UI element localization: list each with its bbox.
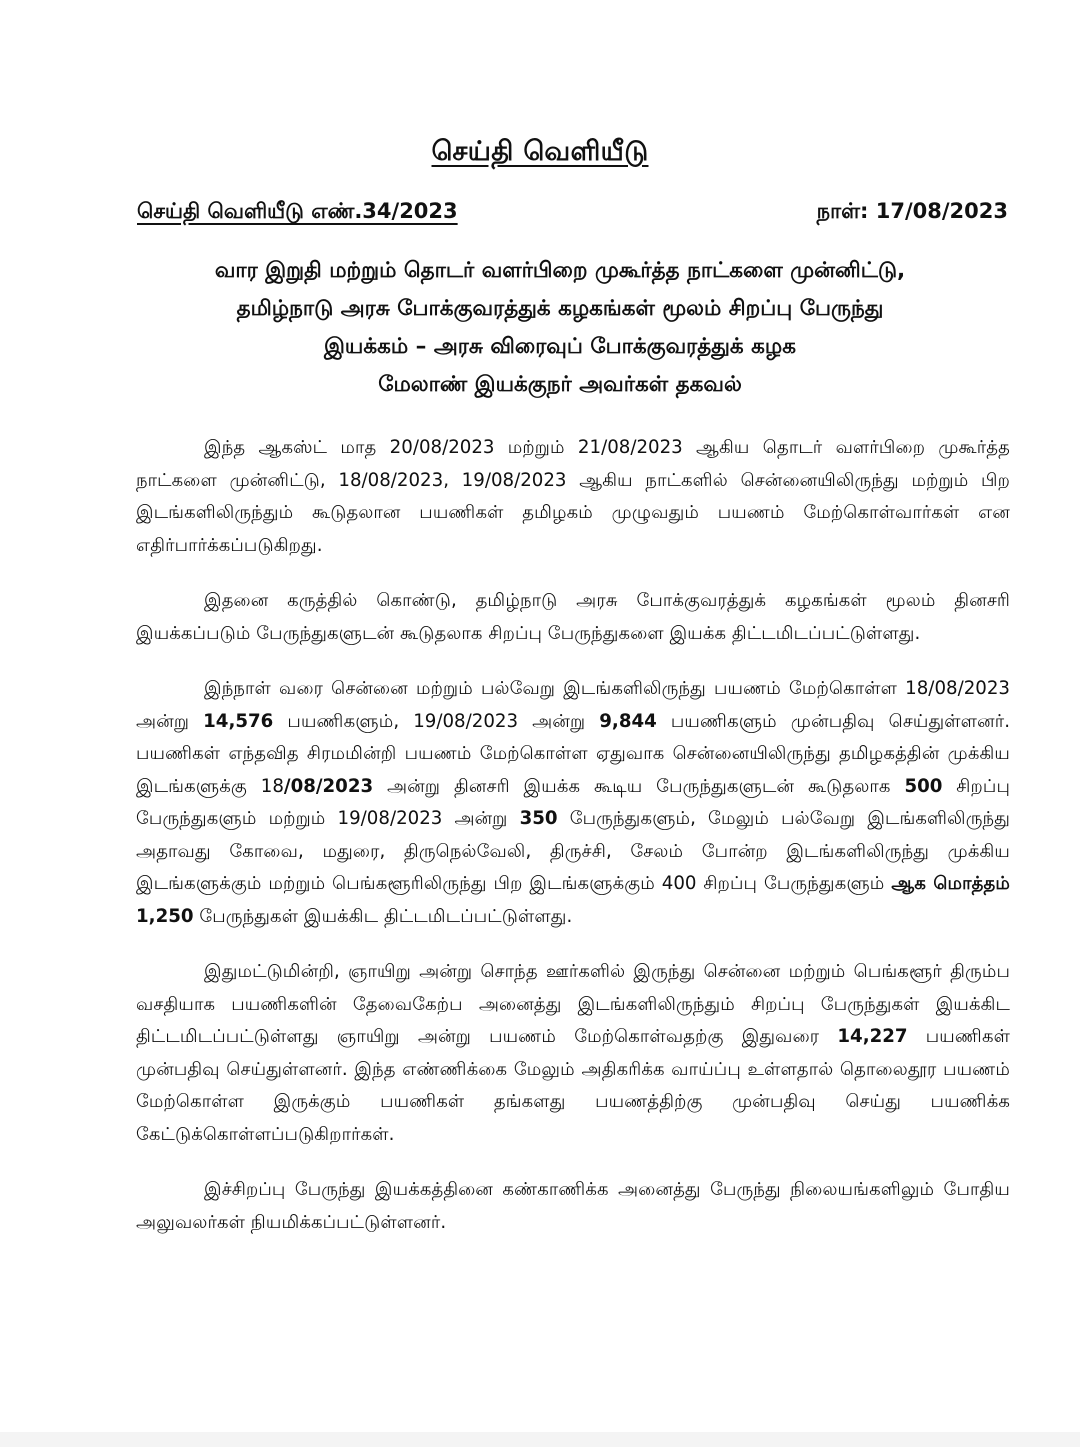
body-text	[136, 432, 1010, 1262]
release-date: நாள்: 17/08/2023	[816, 199, 1008, 223]
paragraph-5: இச்சிறப்பு பேருந்து இயக்கத்தினை கண்காணிக்க அனைத்து பேருந்து நிலையங்களிலும் போதிய அலுவலர்கள் நியமிக்கப்பட்டுள்ளனர்.	[136, 1179, 1010, 1233]
document-title: செய்தி வெளியீடு	[431, 136, 649, 167]
paragraph-4	[136, 956, 1010, 1151]
text-run: அன்று தினசரி இயக்க கூடிய பேருந்துகளுடன் கூடுதலாக	[373, 775, 905, 797]
bold-figure: 9,844	[599, 710, 657, 732]
page-bottom-edge	[0, 1432, 1080, 1447]
text-run: சிறப்பு பேருந்துகளும் மற்றும் 19/08/2023 அன்று	[136, 775, 1010, 829]
text-run: பயணிகள் முன்பதிவு செய்துள்ளனர். இந்த எண்ணிக்கை மேலும் அதிகரிக்க வாய்ப்பு உள்ளதால் தொலைதூர பயணம் மேற்கொள்ள இருக்கும் பயணிகள் தங்களது பயணத்திற்கு முன்பதிவு செய்து பயணிக்க கேட்டுக்கொள்ளப்படுகிறார்கள்.	[136, 1026, 1010, 1145]
text-run: இதுமட்டுமின்றி, ஞாயிறு அன்று சொந்த ஊர்களில் இருந்து சென்னை மற்றும் பெங்களூர் திரும்ப வசதியாக பயணிகளின் தேவைகேற்ப அனைத்து இடங்களிலிருந்தும் சிறப்பு பேருந்துகள் இயக்கிட திட்டமிடப்பட்டுள்ளது ஞாயிறு அன்று பயணம் மேற்கொள்வதற்கு இதுவரை	[136, 961, 1010, 1047]
paragraph-2: இதனை கருத்தில் கொண்டு, தமிழ்நாடு அரசு போக்குவரத்துக் கழகங்கள் மூலம் தினசரி இயக்கப்படும் பேருந்துகளுடன் கூடுதலாக சிறப்பு பேருந்துகளை இயக்க திட்டமிடப்பட்டுள்ளது.	[136, 590, 1010, 644]
bold-figure: 500	[904, 775, 943, 797]
text-run: பேருந்துகளும், மேலும் பல்வேறு இடங்களிலிருந்து அதாவது கோவை, மதுரை, திருநெல்வேலி, திருச்சி, சேலம் போன்ற இடங்களிலிருந்து முக்கிய இடங்களுக்கும் மற்றும் பெங்களூரிலிருந்து பிற இடங்களுக்கும் 400 சிறப்பு பேருந்துகளும்	[136, 808, 1010, 894]
text-run: பயணிகளும், 19/08/2023 அன்று	[273, 710, 600, 732]
bold-figure: 14,227	[837, 1026, 908, 1047]
bold-figure: 350	[519, 808, 558, 829]
headline-line: தமிழ்நாடு அரசு போக்குவரத்துக் கழகங்கள் மூலம் சிறப்பு பேருந்து	[236, 296, 884, 321]
headline-line: வார இறுதி மற்றும் தொடர் வளர்பிறை முகூர்த்த நாட்களை முன்னிட்டு,	[214, 258, 906, 283]
headline	[100, 252, 1020, 404]
paragraph-3	[136, 673, 1010, 933]
bold-figure: /08/2023	[283, 775, 374, 797]
reference-row	[137, 199, 1008, 229]
text-run: பயணிகளும் முன்பதிவு செய்துள்ளனர். பயணிகள் எந்தவித சிரமமின்றி பயணம் மேற்கொள்ள ஏதுவாக சென்னையிலிருந்து தமிழகத்தின் முக்கிய இடங்களுக்கு 18	[136, 710, 1011, 797]
bold-figure: 14,576	[203, 710, 274, 732]
paragraph-1: இந்த ஆகஸ்ட் மாத 20/08/2023 மற்றும் 21/08/2023 ஆகிய தொடர் வளர்பிறை முகூர்த்த நாட்களை முன்னிட்டு, 18/08/2023, 19/08/2023 ஆகிய நாட்களில் சென்னையிலிருந்து மற்றும் பிற இடங்களிலிருந்தும் கூடுதலான பயணிகள் தமிழகம் முழுவதும் பயணம் மேற்கொள்வார்கள் என எதிர்பார்க்கப்படுகிறது.	[136, 437, 1010, 556]
headline-line: இயக்கம் – அரசு விரைவுப் போக்குவரத்துக் கழக	[324, 334, 796, 359]
release-number: செய்தி வெளியீடு எண்.34/2023	[137, 199, 458, 223]
text-run: இந்நாள் வரை சென்னை மற்றும் பல்வேறு இடங்களிலிருந்து பயணம் மேற்கொள்ள 18/08/2023 அன்று	[136, 678, 1010, 732]
bold-figure: ஆக மொத்தம் 1,250	[136, 873, 1010, 927]
headline-line: மேலாண் இயக்குநர் அவர்கள் தகவல்	[378, 372, 742, 397]
text-run: பேருந்துகள் இயக்கிட திட்டமிடப்பட்டுள்ளது.	[193, 905, 573, 927]
